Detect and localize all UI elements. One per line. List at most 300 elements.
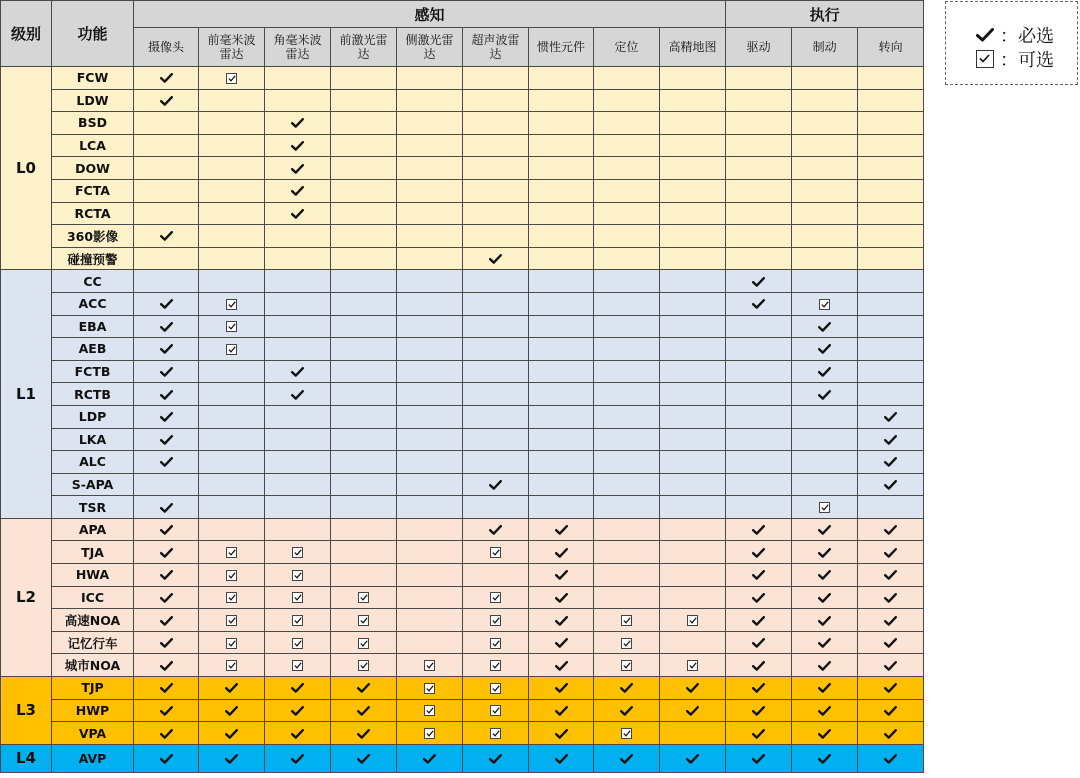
matrix-cell (726, 383, 792, 406)
checkbox-icon (490, 683, 501, 694)
matrix-cell (594, 338, 660, 361)
matrix-cell (463, 179, 529, 202)
matrix-cell (463, 473, 529, 496)
matrix-cell (792, 722, 858, 745)
matrix-cell (529, 631, 594, 654)
matrix-cell (265, 270, 331, 293)
function-cell: FCTB (52, 360, 134, 383)
matrix-cell (529, 451, 594, 474)
checkbox-icon (490, 660, 501, 671)
matrix-cell (265, 609, 331, 632)
check-icon (555, 616, 568, 626)
matrix-cell (199, 722, 265, 745)
matrix-cell (594, 518, 660, 541)
legend-optional-label: ：可选 (1000, 50, 1054, 71)
checkbox-icon (819, 299, 830, 310)
matrix-cell (265, 360, 331, 383)
check-icon (489, 754, 502, 764)
function-cell: 高速NOA (52, 609, 134, 632)
matrix-cell (134, 744, 199, 772)
matrix-cell (199, 564, 265, 587)
matrix-cell (660, 315, 726, 338)
function-cell: BSD (52, 112, 134, 135)
check-icon (160, 754, 173, 764)
level-cell: L2 (1, 518, 52, 676)
matrix-cell (858, 473, 924, 496)
matrix-cell (792, 473, 858, 496)
matrix-cell (660, 179, 726, 202)
matrix-cell (726, 428, 792, 451)
matrix-cell (397, 518, 463, 541)
check-icon (555, 593, 568, 603)
check-icon (884, 661, 897, 671)
matrix-cell (726, 405, 792, 428)
checkbox-icon (490, 728, 501, 739)
matrix-cell (463, 744, 529, 772)
table-row (1, 654, 924, 677)
matrix-cell (265, 202, 331, 225)
matrix-cell (463, 338, 529, 361)
level-cell: L4 (1, 744, 52, 772)
checkbox-icon (358, 660, 369, 671)
matrix-cell (397, 134, 463, 157)
table-row (1, 428, 924, 451)
matrix-cell (265, 496, 331, 519)
matrix-cell (199, 89, 265, 112)
matrix-cell (858, 677, 924, 700)
matrix-cell (134, 564, 199, 587)
matrix-cell (397, 699, 463, 722)
check-icon (752, 525, 765, 535)
column-header: 前毫米波 雷达 (199, 28, 265, 67)
matrix-cell (265, 744, 331, 772)
checkbox-icon (292, 660, 303, 671)
checkbox-icon (226, 299, 237, 310)
check-icon (160, 96, 173, 106)
matrix-cell (594, 541, 660, 564)
matrix-cell (331, 518, 397, 541)
column-header: 侧激光雷 达 (397, 28, 463, 67)
matrix-cell (199, 202, 265, 225)
check-icon (555, 754, 568, 764)
matrix-cell (331, 609, 397, 632)
check-icon (752, 754, 765, 764)
checkbox-icon (226, 638, 237, 649)
matrix-cell (792, 383, 858, 406)
matrix-cell (463, 89, 529, 112)
matrix-cell (660, 451, 726, 474)
check-icon (291, 706, 304, 716)
check-icon (884, 706, 897, 716)
matrix-cell (199, 179, 265, 202)
matrix-cell (265, 564, 331, 587)
check-icon (884, 638, 897, 648)
checkbox-icon (424, 660, 435, 671)
legend-required-label: ：必选 (1000, 26, 1054, 47)
check-icon (818, 548, 831, 558)
matrix-cell (331, 315, 397, 338)
matrix-cell (134, 270, 199, 293)
check-icon (752, 729, 765, 739)
matrix-cell (331, 225, 397, 248)
matrix-cell (726, 564, 792, 587)
matrix-cell (792, 315, 858, 338)
table-row (1, 67, 924, 90)
matrix-cell (726, 586, 792, 609)
matrix-cell (726, 541, 792, 564)
check-icon (160, 344, 173, 354)
matrix-cell (463, 609, 529, 632)
function-cell: ICC (52, 586, 134, 609)
matrix-cell (331, 360, 397, 383)
matrix-cell (134, 134, 199, 157)
matrix-cell (726, 473, 792, 496)
matrix-cell (792, 564, 858, 587)
header-perception: 感知 (134, 1, 726, 28)
level-cell: L3 (1, 677, 52, 745)
matrix-cell (331, 722, 397, 745)
checkbox-icon (358, 592, 369, 603)
matrix-cell (858, 67, 924, 90)
matrix-cell (134, 247, 199, 270)
checkbox-icon (490, 615, 501, 626)
matrix-cell (594, 428, 660, 451)
check-icon (818, 570, 831, 580)
matrix-cell (529, 744, 594, 772)
matrix-cell (331, 270, 397, 293)
matrix-cell (134, 609, 199, 632)
matrix-cell (858, 338, 924, 361)
checkbox-icon (687, 660, 698, 671)
check-icon (160, 390, 173, 400)
check-icon (160, 593, 173, 603)
column-header: 前激光雷 达 (331, 28, 397, 67)
matrix-cell (265, 315, 331, 338)
check-icon (818, 754, 831, 764)
matrix-cell (660, 518, 726, 541)
function-cell: APA (52, 518, 134, 541)
matrix-cell (331, 744, 397, 772)
matrix-cell (134, 631, 199, 654)
matrix-cell (331, 112, 397, 135)
matrix-cell (199, 247, 265, 270)
matrix-cell (134, 315, 199, 338)
check-icon (291, 164, 304, 174)
matrix-cell (594, 315, 660, 338)
check-icon (884, 593, 897, 603)
check-icon (818, 322, 831, 332)
matrix-cell (265, 631, 331, 654)
matrix-cell (726, 112, 792, 135)
function-cell: TJP (52, 677, 134, 700)
matrix-cell (397, 292, 463, 315)
function-cell: RCTA (52, 202, 134, 225)
matrix-cell (726, 631, 792, 654)
column-header: 惯性元件 (529, 28, 594, 67)
table-row (1, 518, 924, 541)
matrix-cell (726, 744, 792, 772)
matrix-cell (463, 631, 529, 654)
check-icon (818, 525, 831, 535)
matrix-cell (529, 564, 594, 587)
matrix-cell (529, 496, 594, 519)
matrix-cell (726, 654, 792, 677)
matrix-cell (726, 699, 792, 722)
matrix-cell (594, 383, 660, 406)
matrix-cell (529, 292, 594, 315)
check-icon (555, 661, 568, 671)
matrix-cell (726, 722, 792, 745)
matrix-cell (594, 496, 660, 519)
matrix-cell (199, 496, 265, 519)
matrix-cell (858, 451, 924, 474)
matrix-cell (660, 67, 726, 90)
matrix-cell (792, 292, 858, 315)
matrix-cell (397, 428, 463, 451)
matrix-cell (463, 292, 529, 315)
matrix-cell (331, 564, 397, 587)
matrix-cell (397, 157, 463, 180)
matrix-cell (199, 541, 265, 564)
matrix-cell (594, 677, 660, 700)
matrix-cell (331, 202, 397, 225)
checkbox-icon (292, 615, 303, 626)
matrix-cell (463, 586, 529, 609)
matrix-cell (858, 292, 924, 315)
check-icon (884, 480, 897, 490)
matrix-cell (726, 157, 792, 180)
matrix-cell (792, 67, 858, 90)
matrix-cell (134, 451, 199, 474)
check-icon (160, 525, 173, 535)
table-row (1, 338, 924, 361)
header-function: 功能 (52, 1, 134, 67)
check-icon (357, 729, 370, 739)
checkbox-icon (819, 502, 830, 513)
checkbox-icon (621, 638, 632, 649)
matrix-cell (199, 315, 265, 338)
matrix-cell (265, 247, 331, 270)
check-icon (884, 729, 897, 739)
matrix-cell (463, 67, 529, 90)
matrix-cell (199, 134, 265, 157)
function-cell: ACC (52, 292, 134, 315)
matrix-cell (529, 112, 594, 135)
matrix-cell (397, 338, 463, 361)
matrix-cell (134, 89, 199, 112)
matrix-cell (265, 383, 331, 406)
checkbox-icon (424, 705, 435, 716)
matrix-cell (529, 722, 594, 745)
matrix-cell (594, 67, 660, 90)
matrix-cell (726, 518, 792, 541)
table-row (1, 722, 924, 745)
matrix-cell (660, 157, 726, 180)
matrix-cell (660, 338, 726, 361)
matrix-cell (463, 225, 529, 248)
matrix-cell (529, 360, 594, 383)
matrix-cell (265, 677, 331, 700)
check-icon (423, 754, 436, 764)
matrix-cell (529, 179, 594, 202)
matrix-cell (265, 654, 331, 677)
matrix-cell (660, 586, 726, 609)
matrix-cell (660, 225, 726, 248)
check-icon (160, 706, 173, 716)
check-icon (884, 754, 897, 764)
matrix-cell (726, 338, 792, 361)
matrix-cell (397, 405, 463, 428)
matrix-cell (134, 541, 199, 564)
matrix-cell (529, 134, 594, 157)
matrix-cell (858, 157, 924, 180)
matrix-cell (594, 292, 660, 315)
check-icon (160, 322, 173, 332)
matrix-cell (792, 631, 858, 654)
matrix-cell (199, 270, 265, 293)
matrix-cell (463, 157, 529, 180)
matrix-cell (858, 360, 924, 383)
matrix-cell (134, 292, 199, 315)
function-cell: 城市NOA (52, 654, 134, 677)
matrix-cell (858, 722, 924, 745)
matrix-cell (199, 428, 265, 451)
matrix-cell (858, 654, 924, 677)
matrix-cell (792, 541, 858, 564)
matrix-cell (792, 179, 858, 202)
table-row (1, 631, 924, 654)
matrix-cell (331, 496, 397, 519)
matrix-cell (199, 383, 265, 406)
checkbox-icon (226, 660, 237, 671)
matrix-cell (529, 383, 594, 406)
check-icon (686, 683, 699, 693)
matrix-cell (397, 270, 463, 293)
legend-required (974, 22, 1054, 48)
matrix-cell (792, 451, 858, 474)
matrix-cell (594, 722, 660, 745)
matrix-cell (397, 722, 463, 745)
matrix-cell (463, 428, 529, 451)
matrix-cell (134, 677, 199, 700)
matrix-cell (594, 451, 660, 474)
matrix-cell (397, 112, 463, 135)
matrix-cell (660, 609, 726, 632)
check-icon (818, 729, 831, 739)
matrix-cell (529, 699, 594, 722)
matrix-cell (331, 631, 397, 654)
checkbox-icon (226, 344, 237, 355)
check-icon (884, 548, 897, 558)
matrix-cell (199, 744, 265, 772)
matrix-cell (660, 699, 726, 722)
check-icon (974, 28, 996, 42)
matrix-cell (660, 383, 726, 406)
check-icon (160, 231, 173, 241)
matrix-cell (726, 270, 792, 293)
check-icon (291, 729, 304, 739)
matrix-cell (660, 744, 726, 772)
matrix-cell (397, 67, 463, 90)
check-icon (818, 638, 831, 648)
matrix-cell (265, 338, 331, 361)
matrix-cell (594, 744, 660, 772)
table-row (1, 541, 924, 564)
matrix-cell (660, 473, 726, 496)
matrix-cell (134, 586, 199, 609)
matrix-cell (594, 112, 660, 135)
matrix-cell (463, 315, 529, 338)
matrix-cell (134, 496, 199, 519)
check-icon (291, 141, 304, 151)
check-icon (160, 367, 173, 377)
matrix-cell (792, 112, 858, 135)
table-row (1, 315, 924, 338)
function-cell: 记忆行车 (52, 631, 134, 654)
matrix-cell (660, 89, 726, 112)
check-icon (555, 570, 568, 580)
check-icon (489, 480, 502, 490)
matrix-cell (858, 541, 924, 564)
matrix-cell (331, 247, 397, 270)
check-icon (291, 209, 304, 219)
check-icon (357, 683, 370, 693)
matrix-cell (134, 179, 199, 202)
matrix-cell (726, 496, 792, 519)
matrix-cell (265, 428, 331, 451)
matrix-cell (660, 292, 726, 315)
matrix-cell (529, 473, 594, 496)
matrix-cell (594, 270, 660, 293)
checkbox-icon (226, 570, 237, 581)
matrix-cell (792, 247, 858, 270)
matrix-cell (463, 699, 529, 722)
table-row (1, 451, 924, 474)
matrix-cell (726, 202, 792, 225)
check-icon (291, 186, 304, 196)
matrix-cell (792, 157, 858, 180)
matrix-cell (265, 112, 331, 135)
check-icon (160, 435, 173, 445)
checkbox-icon (226, 615, 237, 626)
matrix-cell (660, 202, 726, 225)
matrix-cell (397, 360, 463, 383)
check-icon (884, 457, 897, 467)
matrix-cell (792, 89, 858, 112)
matrix-cell (397, 586, 463, 609)
check-icon (752, 683, 765, 693)
matrix-cell (594, 631, 660, 654)
matrix-cell (529, 157, 594, 180)
matrix-cell (858, 744, 924, 772)
matrix-cell (726, 247, 792, 270)
matrix-cell (199, 157, 265, 180)
function-cell: LDP (52, 405, 134, 428)
matrix-cell (331, 179, 397, 202)
check-icon (818, 390, 831, 400)
matrix-cell (529, 677, 594, 700)
matrix-cell (726, 609, 792, 632)
checkbox-icon (621, 615, 632, 626)
checkbox-icon (226, 547, 237, 558)
matrix-cell (134, 202, 199, 225)
check-icon (225, 754, 238, 764)
matrix-cell (463, 112, 529, 135)
function-cell: CC (52, 270, 134, 293)
table-row (1, 225, 924, 248)
check-icon (752, 661, 765, 671)
matrix-cell (265, 67, 331, 90)
